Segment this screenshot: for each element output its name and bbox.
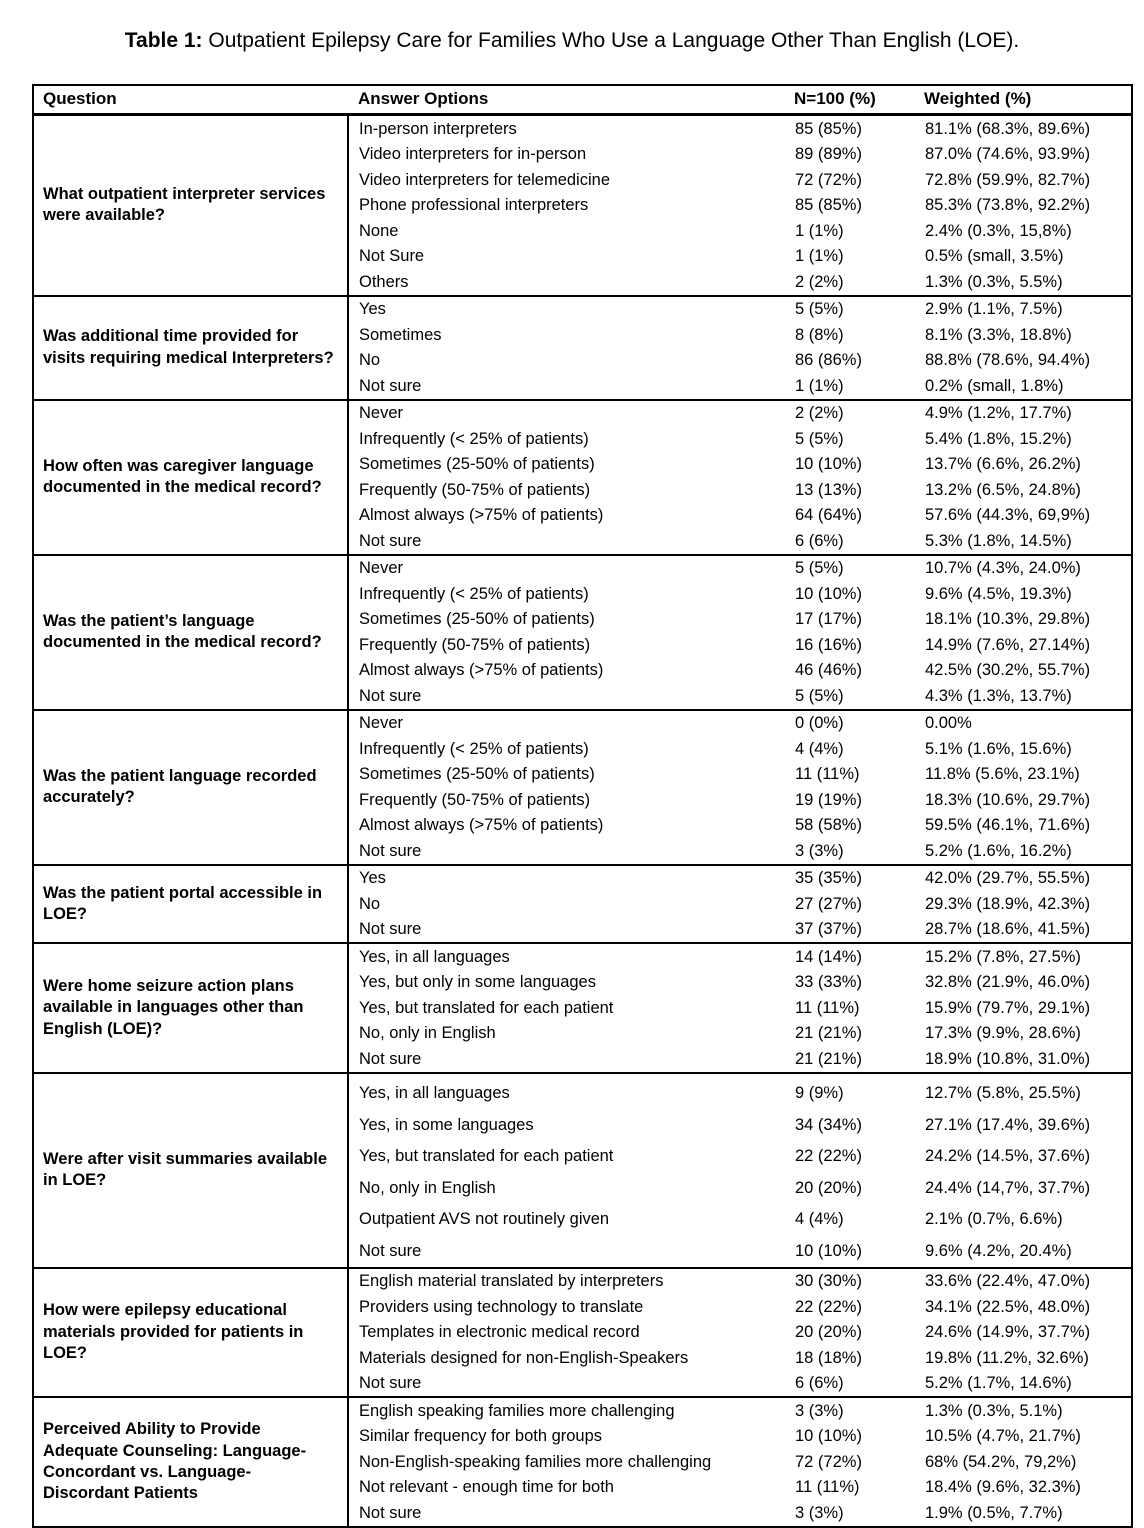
n-count-cell: 58 (58%) [795, 816, 862, 835]
table-title [20, 28, 1124, 53]
header-weighted: Weighted (%) [924, 85, 1132, 115]
n-count-cell: 34 (34%) [795, 1115, 862, 1134]
weighted-cell: 14.9% (7.6%, 27.14%) [925, 635, 1091, 654]
n-count-cell: 5 (5%) [794, 296, 924, 323]
n-count-cell: 89 (89%) [795, 145, 862, 164]
weighted-cell: 24.2% (14.5%, 37.6%) [925, 1147, 1091, 1166]
answer-option-cell: Yes [348, 865, 794, 892]
n-count-cell: 11 (11%) [795, 998, 860, 1017]
answer-option-cell: Not sure [359, 1503, 422, 1522]
weighted-cell: 18.4% (9.6%, 32.3%) [925, 1478, 1081, 1497]
weighted-cell: 24.4% (14,7%, 37.7%) [925, 1178, 1091, 1197]
weighted-cell: 4.9% (1.2%, 17.7%) [924, 400, 1132, 427]
answer-option-cell: Not sure [359, 686, 422, 705]
answer-option-cell: No, only in English [359, 1178, 496, 1197]
weighted-cell: 15.2% (7.8%, 27.5%) [924, 943, 1132, 970]
weighted-cell: 12.7% (5.8%, 25.5%) [924, 1073, 1132, 1110]
n-count-cell: 6 (6%) [795, 1374, 844, 1393]
table-body [33, 115, 1132, 1527]
n-count-cell: 64 (64%) [795, 506, 862, 525]
question-cell: Was the patient language recorded accurately? [33, 710, 348, 865]
weighted-cell: 9.6% (4.5%, 19.3%) [925, 584, 1072, 603]
weighted-cell: 2.9% (1.1%, 7.5%) [924, 296, 1132, 323]
header-question: Question [33, 85, 348, 115]
n-count-cell: 3 (3%) [795, 1503, 844, 1522]
n-count-cell: 4 (4%) [795, 1210, 844, 1229]
weighted-cell: 29.3% (18.9%, 42.3%) [925, 894, 1091, 913]
weighted-cell: 59.5% (46.1%, 71.6%) [925, 816, 1091, 835]
answer-option-cell: No [359, 894, 381, 913]
n-count-cell: 18 (18%) [795, 1348, 862, 1367]
n-count-cell: 37 (37%) [795, 920, 862, 939]
answer-option-cell: Video interpreters for in-person [359, 145, 587, 164]
question-cell: Were home seizure action plans available in languages other than English (LOE)? [33, 943, 348, 1073]
n-count-cell: 11 (11%) [795, 765, 860, 784]
answer-option-cell: Non-English-speaking families more challenging [359, 1452, 712, 1471]
answer-option-cell: Materials designed for non-English-Speakers [359, 1348, 689, 1367]
n-count-cell: 10 (10%) [795, 1427, 862, 1446]
answer-option-cell: None [359, 221, 399, 240]
answer-option-cell: Video interpreters for telemedicine [359, 170, 610, 189]
n-count-cell: 6 (6%) [795, 531, 844, 550]
n-count-cell: 20 (20%) [795, 1323, 862, 1342]
weighted-cell: 17.3% (9.9%, 28.6%) [925, 1024, 1081, 1043]
answer-option-cell: English material translated by interpreters [348, 1268, 794, 1295]
answer-option-cell: Yes, but only in some languages [359, 973, 596, 992]
answer-option-cell: Not Sure [359, 247, 425, 266]
n-count-cell: 9 (9%) [794, 1073, 924, 1110]
answer-option-cell: Not relevant - enough time for both [359, 1478, 614, 1497]
n-count-cell: 11 (11%) [795, 1478, 860, 1497]
weighted-cell: 28.7% (18.6%, 41.5%) [925, 920, 1091, 939]
question-cell: Were after visit summaries available in LOE? [33, 1073, 348, 1268]
answer-option-cell: Not sure [359, 1374, 422, 1393]
answer-option-cell: Not sure [359, 376, 422, 395]
table-row [33, 1268, 1132, 1295]
n-count-cell: 5 (5%) [794, 555, 924, 582]
weighted-cell: 5.3% (1.8%, 14.5%) [925, 531, 1072, 550]
answer-option-cell: Sometimes (25-50% of patients) [359, 455, 595, 474]
n-count-cell: 86 (86%) [795, 351, 862, 370]
n-count-cell: 1 (1%) [795, 376, 844, 395]
weighted-cell: 34.1% (22.5%, 48.0%) [925, 1297, 1091, 1316]
weighted-cell: 88.8% (78.6%, 94.4%) [925, 351, 1091, 370]
table-row [33, 710, 1132, 737]
header-n: N=100 (%) [794, 85, 924, 115]
question-cell: Was the patient’s language documented in the medical record? [33, 555, 348, 710]
answer-option-cell: Infrequently (< 25% of patients) [359, 584, 589, 603]
answer-option-cell: English speaking families more challenging [348, 1397, 794, 1424]
table-row [33, 115, 1132, 142]
n-count-cell: 16 (16%) [795, 635, 862, 654]
answer-option-cell: Yes, but translated for each patient [359, 1147, 614, 1166]
answer-option-cell: Not sure [359, 1241, 422, 1260]
answer-option-cell: Yes [348, 296, 794, 323]
weighted-cell: 4.3% (1.3%, 13.7%) [925, 686, 1072, 705]
n-count-cell: 3 (3%) [795, 841, 844, 860]
n-count-cell: 1 (1%) [795, 247, 844, 266]
weighted-cell: 1.3% (0.3%, 5.5%) [925, 272, 1063, 291]
weighted-cell: 42.5% (30.2%, 55.7%) [925, 661, 1091, 680]
n-count-cell: 27 (27%) [795, 894, 862, 913]
weighted-cell: 85.3% (73.8%, 92.2%) [925, 196, 1091, 215]
n-count-cell: 30 (30%) [794, 1268, 924, 1295]
answer-option-cell: Yes, in all languages [348, 943, 794, 970]
n-count-cell: 2 (2%) [794, 400, 924, 427]
n-count-cell: 4 (4%) [795, 739, 844, 758]
n-count-cell: 46 (46%) [795, 661, 862, 680]
weighted-cell: 2.4% (0.3%, 15,8%) [925, 221, 1072, 240]
weighted-cell: 18.3% (10.6%, 29.7%) [925, 790, 1091, 809]
weighted-cell: 10.5% (4.7%, 21.7%) [925, 1427, 1081, 1446]
weighted-cell: 68% (54.2%, 79,2%) [925, 1452, 1077, 1471]
answer-option-cell: Providers using technology to translate [359, 1297, 644, 1316]
header-answer-options: Answer Options [348, 85, 794, 115]
weighted-cell: 11.8% (5.6%, 23.1%) [925, 765, 1080, 784]
n-count-cell: 22 (22%) [795, 1147, 862, 1166]
weighted-cell: 18.1% (10.3%, 29.8%) [925, 610, 1091, 629]
weighted-cell: 33.6% (22.4%, 47.0%) [924, 1268, 1132, 1295]
answer-option-cell: Yes, in some languages [359, 1115, 534, 1134]
n-count-cell: 2 (2%) [795, 272, 844, 291]
weighted-cell: 0.00% [924, 710, 1132, 737]
n-count-cell: 0 (0%) [794, 710, 924, 737]
table-row [33, 943, 1132, 970]
weighted-cell: 32.8% (21.9%, 46.0%) [925, 973, 1091, 992]
answer-option-cell: Never [348, 400, 794, 427]
answer-option-cell: Yes, in all languages [348, 1073, 794, 1110]
n-count-cell: 10 (10%) [795, 455, 862, 474]
question-cell: How often was caregiver language documented in the medical record? [33, 400, 348, 555]
epilepsy-care-table [32, 84, 1133, 1528]
n-count-cell: 19 (19%) [795, 790, 862, 809]
answer-option-cell: Frequently (50-75% of patients) [359, 480, 591, 499]
table-row [33, 1397, 1132, 1424]
weighted-cell: 15.9% (79.7%, 29.1%) [925, 998, 1091, 1017]
answer-option-cell: Almost always (>75% of patients) [359, 661, 604, 680]
answer-option-cell: Infrequently (< 25% of patients) [359, 429, 589, 448]
weighted-cell: 0.2% (small, 1.8%) [925, 376, 1064, 395]
header-row [33, 85, 1132, 115]
document-page [0, 28, 1144, 1528]
answer-option-cell: No [359, 351, 381, 370]
n-count-cell: 21 (21%) [795, 1024, 862, 1043]
n-count-cell: 1 (1%) [795, 221, 844, 240]
answer-option-cell: Sometimes (25-50% of patients) [359, 610, 595, 629]
weighted-cell: 19.8% (11.2%, 32.6%) [925, 1348, 1089, 1367]
answer-option-cell: Outpatient AVS not routinely given [359, 1210, 610, 1229]
weighted-cell: 13.7% (6.6%, 26.2%) [925, 455, 1081, 474]
answer-option-cell: Frequently (50-75% of patients) [359, 790, 591, 809]
weighted-cell: 2.1% (0.7%, 6.6%) [925, 1210, 1063, 1229]
answer-option-cell: Not sure [359, 1049, 422, 1068]
weighted-cell: 87.0% (74.6%, 93.9%) [925, 145, 1091, 164]
n-count-cell: 22 (22%) [795, 1297, 862, 1316]
table-row [33, 296, 1132, 323]
answer-option-cell: Sometimes (25-50% of patients) [359, 765, 595, 784]
weighted-cell: 1.9% (0.5%, 7.7%) [925, 1503, 1063, 1522]
answer-option-cell: Templates in electronic medical record [359, 1323, 640, 1342]
n-count-cell: 13 (13%) [795, 480, 862, 499]
table-row [33, 1073, 1132, 1110]
table-title-label: Table 1: [124, 29, 203, 52]
answer-option-cell: Never [348, 555, 794, 582]
n-count-cell: 72 (72%) [795, 170, 862, 189]
question-cell: Was additional time provided for visits requiring medical Interpreters? [33, 296, 348, 400]
answer-option-cell: Frequently (50-75% of patients) [359, 635, 591, 654]
table-row [33, 555, 1132, 582]
n-count-cell: 17 (17%) [795, 610, 862, 629]
weighted-cell: 5.2% (1.7%, 14.6%) [925, 1374, 1072, 1393]
n-count-cell: 10 (10%) [795, 584, 862, 603]
question-cell: How were epilepsy educational materials provided for patients in LOE? [33, 1268, 348, 1398]
answer-option-cell: Almost always (>75% of patients) [359, 816, 604, 835]
n-count-cell: 72 (72%) [795, 1452, 862, 1471]
n-count-cell: 5 (5%) [795, 429, 844, 448]
n-count-cell: 10 (10%) [795, 1241, 862, 1260]
n-count-cell: 33 (33%) [795, 973, 862, 992]
weighted-cell: 5.1% (1.6%, 15.6%) [925, 739, 1072, 758]
weighted-cell: 8.1% (3.3%, 18.8%) [925, 325, 1072, 344]
weighted-cell: 0.5% (small, 3.5%) [925, 247, 1064, 266]
weighted-cell: 24.6% (14.9%, 37.7%) [925, 1323, 1091, 1342]
answer-option-cell: Almost always (>75% of patients) [359, 506, 604, 525]
n-count-cell: 3 (3%) [794, 1397, 924, 1424]
weighted-cell: 9.6% (4.2%, 20.4%) [925, 1241, 1072, 1260]
n-count-cell: 35 (35%) [794, 865, 924, 892]
weighted-cell: 18.9% (10.8%, 31.0%) [925, 1049, 1091, 1068]
question-cell: Perceived Ability to Provide Adequate Counseling: Language-Concordant vs. Language-Discordant Patients [33, 1397, 348, 1527]
weighted-cell: 81.1% (68.3%, 89.6%) [924, 115, 1132, 142]
answer-option-cell: No, only in English [359, 1024, 496, 1043]
weighted-cell: 42.0% (29.7%, 55.5%) [924, 865, 1132, 892]
answer-option-cell: Phone professional interpreters [359, 196, 589, 215]
question-cell: Was the patient portal accessible in LOE? [33, 865, 348, 944]
answer-option-cell: Not sure [359, 920, 422, 939]
n-count-cell: 21 (21%) [795, 1049, 862, 1068]
answer-option-cell: Not sure [359, 841, 422, 860]
answer-option-cell: Others [359, 272, 409, 291]
answer-option-cell: Never [348, 710, 794, 737]
weighted-cell: 1.3% (0.3%, 5.1%) [924, 1397, 1132, 1424]
table-row [33, 400, 1132, 427]
answer-option-cell: Not sure [359, 531, 422, 550]
table-header [33, 85, 1132, 115]
weighted-cell: 57.6% (44.3%, 69,9%) [925, 506, 1091, 525]
n-count-cell: 85 (85%) [794, 115, 924, 142]
weighted-cell: 5.4% (1.8%, 15.2%) [925, 429, 1072, 448]
answer-option-cell: Infrequently (< 25% of patients) [359, 739, 589, 758]
answer-option-cell: Yes, but translated for each patient [359, 998, 614, 1017]
weighted-cell: 5.2% (1.6%, 16.2%) [925, 841, 1072, 860]
answer-option-cell: In-person interpreters [348, 115, 794, 142]
answer-option-cell: Sometimes [359, 325, 442, 344]
weighted-cell: 10.7% (4.3%, 24.0%) [924, 555, 1132, 582]
answer-option-cell: Similar frequency for both groups [359, 1427, 603, 1446]
table-row [33, 865, 1132, 892]
n-count-cell: 5 (5%) [795, 686, 844, 705]
weighted-cell: 27.1% (17.4%, 39.6%) [925, 1115, 1091, 1134]
n-count-cell: 20 (20%) [795, 1178, 862, 1197]
question-cell: What outpatient interpreter services were available? [33, 115, 348, 296]
weighted-cell: 72.8% (59.9%, 82.7%) [925, 170, 1091, 189]
n-count-cell: 8 (8%) [795, 325, 844, 344]
n-count-cell: 14 (14%) [794, 943, 924, 970]
table-title-text: Outpatient Epilepsy Care for Families Who Use a Language Other Than English (LOE). [202, 29, 1020, 52]
weighted-cell: 13.2% (6.5%, 24.8%) [925, 480, 1081, 499]
n-count-cell: 85 (85%) [795, 196, 862, 215]
